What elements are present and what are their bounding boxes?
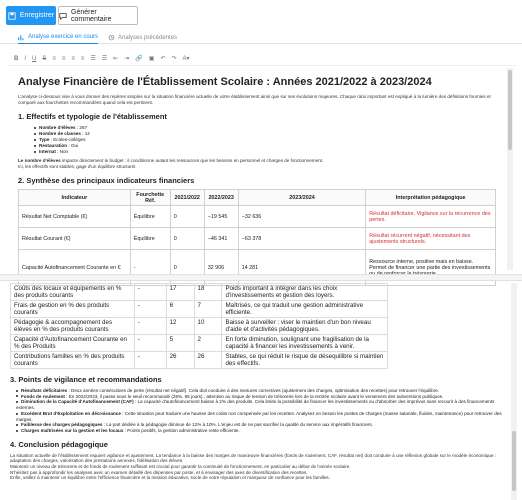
list-item: Internat : Non xyxy=(34,149,496,155)
indicators-table xyxy=(18,189,496,286)
indicators-table-continued xyxy=(10,283,388,369)
section-4-heading: 4. Conclusion pédagogique xyxy=(10,439,108,449)
comment-icon xyxy=(59,12,67,20)
section-1-heading: 1. Effectifs et typologie de l'établissement xyxy=(18,112,167,121)
history-icon xyxy=(108,34,115,41)
report-scrollbar[interactable] xyxy=(511,283,517,500)
table-cell: Baisse à surveiller : viser le maintien d'un bon niveau d'aide et d'activités pédagogiques. xyxy=(222,318,388,335)
section-3-heading: 3. Points de vigilance et recommandations xyxy=(10,375,162,384)
align-justify-button[interactable]: ≡ xyxy=(80,55,85,62)
vigilance-list xyxy=(16,388,504,434)
intro-text: L'analyse ci-dessous vise à vous donner des repères simples sur la situation financière actuelle de votre établissement ainsi que sur ses évolutions majeures. Chaque ratio important est expliqué à la lumière des définitions fournies et comparé aux fourchettes recommandées quand cela est pertinent. xyxy=(18,94,491,105)
list-item: Faiblesse des charges pédagogiques : La part dédiée à la pédagogie diminue de 12% à 10%. L'enjeu est de ne pas sacrifier la qualité du service aux impératifs financiers. xyxy=(16,422,504,428)
effectifs-note: Le nombre d'élèves impacte directement le budget : il conditionne autant les ressources que les besoins en personnel et charges de fonctionnement. xyxy=(18,158,324,163)
undo-button[interactable]: ↶ xyxy=(160,56,166,62)
editor-toolbar xyxy=(8,52,516,66)
table-cell: 7 xyxy=(194,301,222,318)
column-header: 2022/2023 xyxy=(204,190,238,206)
table-cell: Ressource interne, positive mais en baisse. Permet de financer une partie des investissements xyxy=(366,250,496,286)
save-button[interactable] xyxy=(6,6,56,25)
table-cell: 10 xyxy=(194,318,222,335)
table-row xyxy=(11,335,388,352)
top-toolbar xyxy=(0,0,522,30)
conclusion-paragraph: La situation actuelle de l'établissement requiert vigilance et ajustement. La tendance à la baisse des marges de manœuvre financières (fonds de roulement, CAF, résultat net) doit conduire à une réflexion globale sur le modèle économique : adaptation des charges, valorisation des prestations annexes, fidélisation des élèves. xyxy=(10,452,497,464)
bold-button[interactable]: B xyxy=(14,55,19,62)
table-row xyxy=(11,318,388,335)
resize-divider[interactable] xyxy=(0,274,522,281)
numbered-list-button[interactable]: ☰ xyxy=(101,56,108,62)
image-button[interactable]: ▣ xyxy=(148,56,155,62)
align-left-button[interactable]: ≡ xyxy=(52,55,56,62)
table-cell: 18 xyxy=(194,284,222,301)
table-cell: Pédagogie & accompagnement des élèves en % des produits courants xyxy=(11,318,135,335)
list-item: Résultats déficitaires : Deux années consécutives de perte (résultat net négatif). Cela doit conduire à des mesures correctives (ajustement des charges, optimisation des recettes) pour retrouver l'équilibre. xyxy=(16,388,504,394)
table-cell: - xyxy=(134,318,166,335)
chart-icon xyxy=(18,34,25,41)
table-cell: - xyxy=(134,352,166,369)
table-row xyxy=(11,284,388,301)
conclusion-paragraph: Enfin, veillez à maintenir un équilibre entre l'efficience financière et la mission éducative, socle de votre réputation et marqueur de confiance pour les familles. xyxy=(10,475,330,481)
table-cell: Coûts des locaux et équipements en % des produits courants xyxy=(11,284,135,301)
table-cell: 32 906 xyxy=(204,250,238,286)
table-cell: Équilibre xyxy=(130,206,170,228)
report-continuation[interactable] xyxy=(8,283,506,500)
table-cell: Maîtrisés, ce qui traduit une gestion administrative efficiente. xyxy=(222,301,388,318)
table-cell: 6 xyxy=(166,301,194,318)
table-cell: Capacité d'Autofinancement Courante en % des Produits xyxy=(11,335,135,352)
report-scrollbar-thumb[interactable] xyxy=(512,431,516,491)
link-button[interactable]: 🔗 xyxy=(135,56,143,62)
save-label: Enregistrer xyxy=(19,12,55,19)
effectifs-list xyxy=(34,125,496,155)
table-cell: En forte diminution, soulignant une fragilisation de la capacité à financer les investissements à venir. xyxy=(222,335,388,352)
redo-button[interactable]: ↷ xyxy=(171,56,177,62)
table-cell: Équilibre xyxy=(130,228,170,250)
table-cell: Contributions familles en % des produits courants xyxy=(11,352,135,369)
tab-current-analysis[interactable] xyxy=(18,31,98,44)
tab-previous-analyses-label: Analyses précédentes xyxy=(118,34,178,41)
text-color-button[interactable]: A▾ xyxy=(182,56,190,62)
list-item: Restauration : Oui xyxy=(34,143,496,149)
section-2-heading: 2. Synthèse des principaux indicateurs financiers xyxy=(18,176,195,185)
table-cell: −46 341 xyxy=(204,228,238,250)
report-editor[interactable] xyxy=(8,68,506,270)
generate-comment-label: Générer commentaire xyxy=(71,8,112,23)
align-right-button[interactable]: ≡ xyxy=(71,55,75,62)
table-cell: Stables, ce qui réduit le risque de désequilibre si maintien des effectifs. xyxy=(222,352,388,369)
list-item: Charges maîtrisées sur la gestion et les locaux : Points positifs, la gestion administrative reste efficiente. xyxy=(16,428,504,434)
conclusion-paragraph: Maintenir un niveau de trésorerie et de fonds de roulement suffisant est crucial pour garantir la continuité de fonctionnement, en particulier au début de l'année scolaire. xyxy=(10,464,351,470)
table-cell: - xyxy=(134,284,166,301)
list-item: Nombre d'élèves : 267 xyxy=(34,125,496,131)
table-cell: 0 xyxy=(170,206,204,228)
table-row xyxy=(19,206,496,228)
column-header: 2021/2022 xyxy=(170,190,204,206)
underline-button[interactable]: U xyxy=(32,55,37,62)
outdent-button[interactable]: ⇤ xyxy=(113,56,119,62)
table-row xyxy=(11,352,388,369)
editor-scrollbar-thumb[interactable] xyxy=(508,70,512,150)
italic-button[interactable]: I xyxy=(24,55,27,62)
align-center-button[interactable]: ≡ xyxy=(61,55,66,62)
table-cell: Capacité Autofinancement Courante en € xyxy=(19,250,131,286)
tab-current-analysis-label: Analyse exercice en cours xyxy=(28,34,99,40)
table-row xyxy=(11,301,388,318)
table-cell: Résultat Courant (€) xyxy=(19,228,131,250)
table-cell: - xyxy=(134,301,166,318)
table-cell: - xyxy=(134,335,166,352)
table-header-row xyxy=(19,190,496,206)
column-header: 2023/2024 xyxy=(238,190,366,206)
effectifs-note-2: Ici, les effectifs sont stables, gage d'un équilibre structurel. xyxy=(18,164,137,169)
table-cell: 0 xyxy=(170,228,204,250)
table-cell: 17 xyxy=(166,284,194,301)
table-cell: −32 636 xyxy=(238,206,366,228)
table-cell: 2 xyxy=(194,335,222,352)
tab-bar xyxy=(0,30,522,44)
bullet-list-button[interactable]: ☰ xyxy=(90,56,96,62)
table-cell: Poids important à intégrer dans les choix d'investissements et gestion des loyers. xyxy=(222,284,388,301)
table-cell: 0 xyxy=(170,250,204,286)
table-cell: Résultat Net Comptable (€) xyxy=(19,206,131,228)
table-cell: −63 378 xyxy=(238,228,366,250)
tab-previous-analyses[interactable] xyxy=(108,31,177,44)
generate-comment-button[interactable] xyxy=(58,6,138,25)
table-cell: 26 xyxy=(194,352,222,369)
list-item: Fonds de roulement : En 2022/2023, il passe sous le seuil recommandé (26%, 95 jours) ; attention au risque de tension de trésorerie lors de la rentrée scolaire avant le versement des subventions publiques. xyxy=(16,394,504,400)
table-row xyxy=(19,228,496,250)
table-cell: 14 281 xyxy=(238,250,366,286)
table-cell: - xyxy=(130,250,170,286)
table-cell: Résultat récurrent négatif, nécessitant des ajustements structurels. xyxy=(366,228,496,250)
save-icon xyxy=(8,12,16,20)
list-item: Diminution de la Capacité d'Autofinancement (CAF) : La capacité d'autofinancement baisse à 2% des produits. Cela limite la possibilité de financer les investissements ou d'absorber des imprévus sans recourir à des financements externes. xyxy=(16,399,495,411)
list-item: Type : Ecoles-collèges xyxy=(34,137,496,143)
table-cell: Résultat déficitaire. Vigilance sur la récurrence des pertes. xyxy=(366,206,496,228)
document-title: Analyse Financière de l'Établissement Scolaire : Années 2021/2022 à 2023/2024 xyxy=(18,76,432,88)
table-cell: 26 xyxy=(166,352,194,369)
editor-scrollbar[interactable] xyxy=(507,68,513,270)
indent-button[interactable]: ⇥ xyxy=(124,56,130,62)
column-header: Fourchette Réf. xyxy=(130,190,170,206)
list-item: Nombre de classes : 12 xyxy=(34,131,496,137)
list-item: Excédent Brut d'Exploitation en décroissance : Cette situation peut traduire une hausse des coûts non compensée par les recettes. Analysez en besoin les postes de charges (masse salariale, fluides, maintenance) pour retrouver des marges. xyxy=(16,410,502,422)
column-header: Indicateur xyxy=(19,190,131,206)
table-cell: Frais de gestion en % des produits courants xyxy=(11,301,135,318)
conclusion-paragraph: N'hésitez pas à approfondir les analyses avec un examen détaillé des dépenses par poste, et à envisager des axes de diversification des recettes. xyxy=(10,469,308,475)
table-cell: 5 xyxy=(166,335,194,352)
table-cell: 12 xyxy=(166,318,194,335)
strike-button[interactable]: S xyxy=(42,55,47,62)
column-header: Interprétation pédagogique xyxy=(366,190,496,206)
table-cell: −19 545 xyxy=(204,206,238,228)
